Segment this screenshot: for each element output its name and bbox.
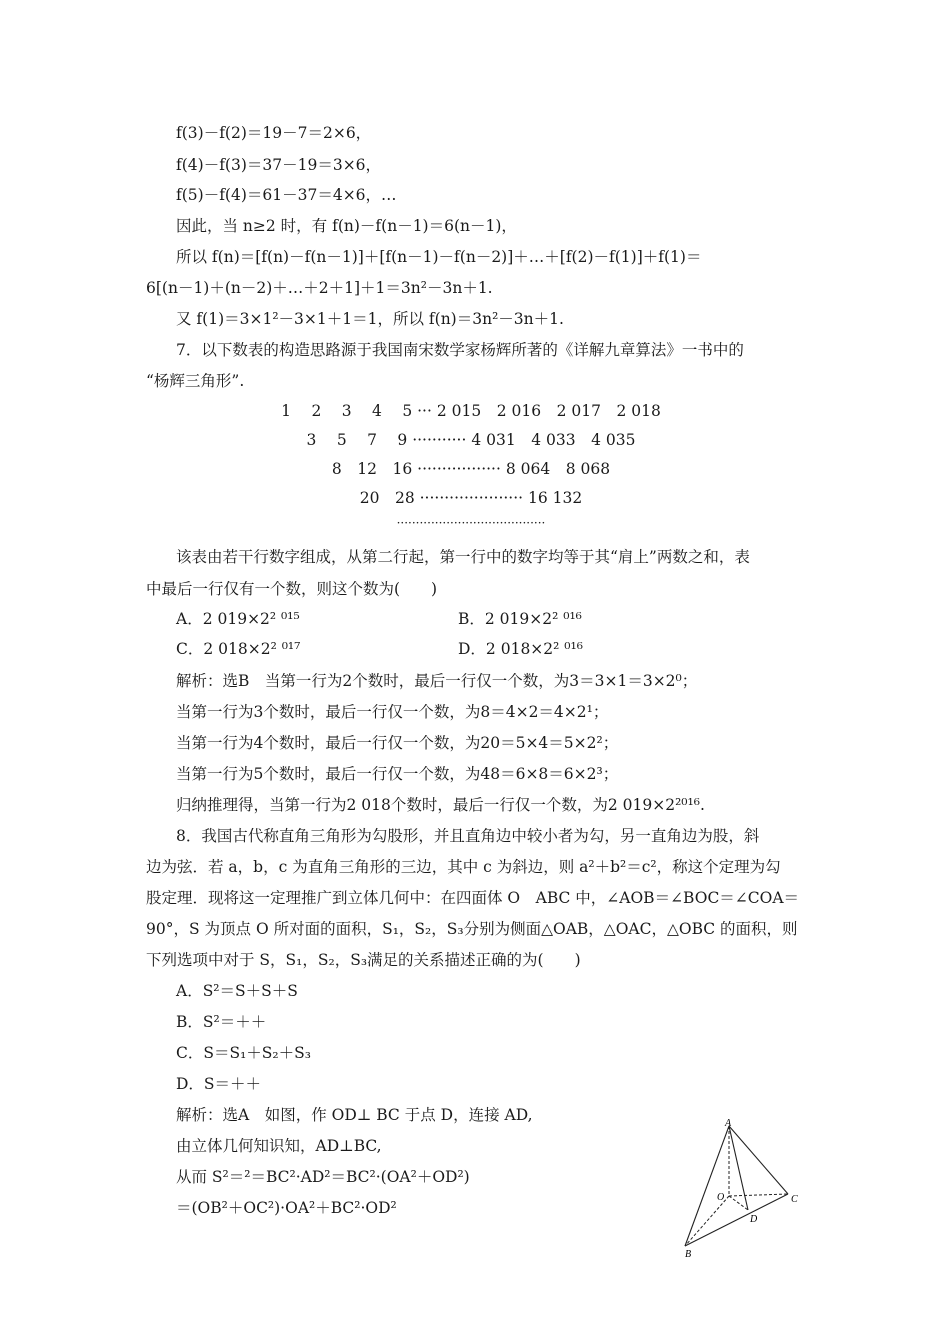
option-c: C．S＝S₁＋S₂＋S₃	[176, 1044, 311, 1062]
option-a: A．S²＝S＋S＋S	[176, 982, 298, 1000]
solution-line: 解析：选A 如图，作 OD⊥ BC 于点 D，连接 AD,	[176, 1106, 533, 1124]
solution-line: 当第一行为5个数时，最后一行仅一个数，为48＝6×8＝6×2³；	[176, 765, 619, 783]
tetrahedron-figure	[672, 1118, 812, 1258]
text-line: f(4)－f(3)＝37－19＝3×6，	[176, 156, 382, 174]
option-d: D．S＝＋＋	[176, 1075, 262, 1093]
label-a: A	[725, 1118, 732, 1129]
label-c: C	[791, 1194, 798, 1205]
text-line: 中最后一行仅有一个数，则这个数为( )	[146, 580, 438, 598]
text-line: f(3)－f(2)＝19－7＝2×6，	[176, 124, 372, 142]
solution-line: 从而 S²＝²＝BC²·AD²＝BC²·(OA²＋OD²)	[176, 1168, 470, 1186]
solution-line: 由立体几何知识知，AD⊥BC,	[176, 1137, 382, 1155]
option-c: C．2 018×2² ⁰¹⁷	[176, 640, 301, 658]
triangle-row-1: 1 2 3 4 5 ··· 2 015 2 016 2 017 2 018	[281, 402, 661, 420]
label-o: O	[717, 1192, 725, 1203]
question-8-stem: 8．我国古代称直角三角形为勾股形，并且直角边中较小者为勾，另一直角边为股，斜	[176, 827, 760, 845]
text-line: “杨辉三角形”.	[146, 372, 245, 390]
solution-line: 当第一行为3个数时，最后一行仅一个数，为8＝4×2＝4×2¹；	[176, 703, 609, 721]
question-7-stem: 7．以下数表的构造思路源于我国南宋数学家杨辉所著的《详解九章算法》一书中的	[176, 341, 744, 359]
text-line: 又 f(1)＝3×1²－3×1＋1＝1，所以 f(n)＝3n²－3n＋1.	[176, 310, 564, 328]
option-b: B．S²＝＋＋	[176, 1013, 267, 1031]
solution-line: 解析：选B 当第一行为2个数时，最后一行仅一个数，为3＝3×1＝3×2⁰；	[176, 672, 698, 690]
text-line: 该表由若干行数字组成，从第二行起，第一行中的数字均等于其“肩上”两数之和，表	[176, 548, 750, 566]
text-line: 90°，S 为顶点 O 所对面的面积，S₁，S₂，S₃分别为侧面△OAB，△OAC，△OBC 的面积，则	[146, 920, 798, 938]
text-line: 所以 f(n)＝[f(n)－f(n－1)]＋[f(n－1)－f(n－2)]＋…＋[f(2)－f(1)]＋f(1)＝	[176, 248, 702, 266]
solution-line: ＝(OB²＋OC²)·OA²＋BC²·OD²	[176, 1199, 397, 1217]
text-line: 6[(n－1)＋(n－2)＋…＋2＋1]＋1＝3n²－3n＋1.	[146, 279, 493, 297]
option-d: D．2 018×2² ⁰¹⁶	[458, 640, 583, 658]
text-line: f(5)－f(4)＝61－37＝4×6，…	[176, 186, 397, 204]
text-line: 边为弦．若 a，b，c 为直角三角形的三边，其中 c 为斜边，则 a²＋b²＝c²，称这个定理为勾	[146, 858, 781, 876]
option-b: B．2 019×2² ⁰¹⁶	[458, 610, 582, 628]
label-d: D	[750, 1214, 758, 1225]
solution-line: 归纳推理得，当第一行为2 018个数时，最后一行仅一个数，为2 019×2²⁰¹⁶.	[176, 796, 705, 814]
triangle-row-4: 20 28 ····················· 16 132	[359, 489, 583, 507]
solution-line: 当第一行为4个数时，最后一行仅一个数，为20＝5×4＝5×2²；	[176, 734, 619, 752]
text-line: 因此，当 n≥2 时，有 f(n)－f(n－1)＝6(n－1)，	[176, 217, 517, 235]
option-a: A．2 019×2² ⁰¹⁵	[176, 610, 300, 628]
triangle-row-2: 3 5 7 9 ··········· 4 031 4 033 4 035	[306, 431, 636, 449]
triangle-row-3: 8 12 16 ················· 8 064 8 068	[331, 460, 611, 478]
triangle-row-dots: ·······································	[396, 516, 546, 530]
text-line: 股定理．现将这一定理推广到立体几何中：在四面体 O ABC 中，∠AOB＝∠BOC＝∠COA＝	[146, 889, 800, 907]
text-line: 下列选项中对于 S，S₁，S₂，S₃满足的关系描述正确的为( )	[146, 951, 581, 969]
label-b: B	[685, 1249, 692, 1258]
